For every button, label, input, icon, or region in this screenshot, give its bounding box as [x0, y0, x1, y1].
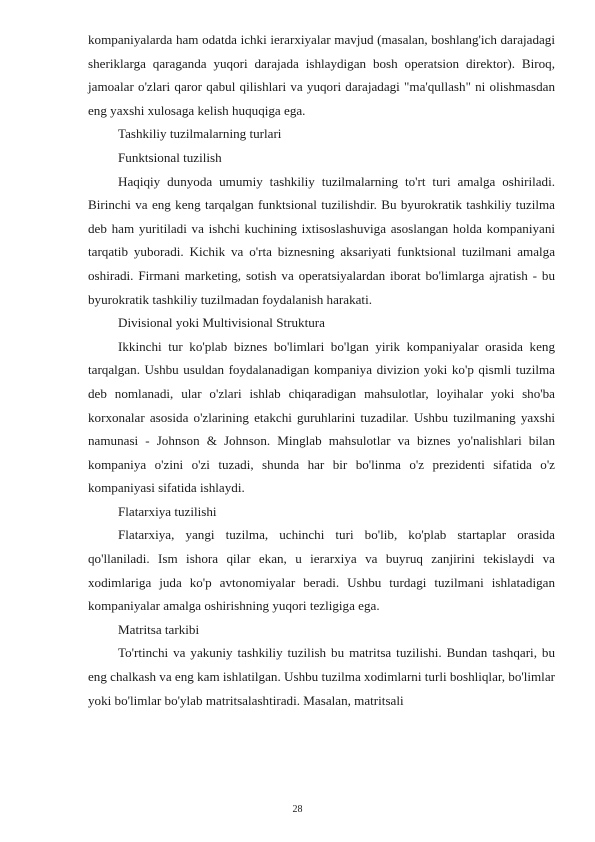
paragraph-functional-structure: Haqiqiy dunyoda umumiy tashkiliy tuzilmalarning to'rt turi amalga oshiriladi. Birinchi va eng keng tarqalgan funktsional tuzilishdir. Bu byurokratik tashkiliy tuzilma deb ham yuritiladi va ishchi kuchining ixtisoslashuviga asoslangan holda kompaniyani tarqatib yuboradi. Kichik va o'rta biznesning aksariyati funktsional tuzilmani amalga oshiradi. Firmani marketing, sotish va operatsiyalardan iborat bo'limlarga ajratish - bu byurokratik tashkiliy tuzilmadan foydalanish harakati. [88, 173, 555, 307]
paragraph-intro-continuation: kompaniyalarda ham odatda ichki ierarxiyalar mavjud (masalan, boshlang'ich darajadagi sheriklarga qaraganda yuqori darajada ishlaydigan bosh operatsion direktor). Biroq, jamoalar o'zlari qaror qabul qilishlari va yuqori darajadagi "ma'qullash" ni olishmasdan eng yaxshi xulosaga kelish huquqiga ega. [88, 32, 555, 118]
subheading-divisional-structure: Divisional yoki Multivisional Struktura [118, 315, 325, 331]
subheading-functional-structure: Funktsional tuzilish [118, 149, 222, 165]
section-heading-organizational-types: Tashkiliy tuzilmalarning turlari [118, 126, 282, 142]
subheading-matrix-structure: Matritsa tarkibi [118, 621, 200, 637]
paragraph-flatarchy-structure: Flatarxiya, yangi tuzilma, uchinchi turi bo'lib, ko'plab startaplar orasida qo'llaniladi. Ism ishora qilar ekan, u ierarxiya va buyruq zanjirini tekislaydi va xodimlariga juda ko'p avtonomiyalar beradi. Ushbu turdagi tuzilmani ishlatadigan kompaniyalar amalga oshirishning yuqori tezligiga ega. [88, 527, 555, 614]
page-number: 28 [292, 804, 303, 815]
document-page [88, 28, 555, 712]
paragraph-divisional-structure: Ikkinchi tur ko'plab biznes bo'limlari bo'lgan yirik kompaniyalar orasida keng tarqalgan. Ushbu usuldan foydalanadigan kompaniya divizion yoki ko'p qismli tuzilma deb nomlanadi, ular o'zlari ishlab chiqaradigan mahsulotlar, loyihalar yoki sho'ba korxonalar asosida o'zlarining etakchi guruhlarini tuzadilar. Ushbu tuzilmaning yaxshi namunasi - Johnson & Johnson. Minglab mahsulotlar va biznes yo'nalishlari bilan kompaniya o'zini o'zi tuzadi, shunda har bir bo'linma o'z prezidenti sifatida o'z kompaniyasi sifatida ishlaydi. [88, 338, 555, 496]
paragraph-matrix-structure: To'rtinchi va yakuniy tashkiliy tuzilish bu matritsa tuzilishi. Bundan tashqari, bu eng chalkash va eng kam ishlatilgan. Ushbu tuzilma xodimlarni turli boshliqlar, bo'limlar yoki bo'limlar bo'ylab matritsalashtiradi. Masalan, matritsali [88, 645, 555, 708]
subheading-flatarchy-structure: Flatarxiya tuzilishi [118, 503, 217, 519]
